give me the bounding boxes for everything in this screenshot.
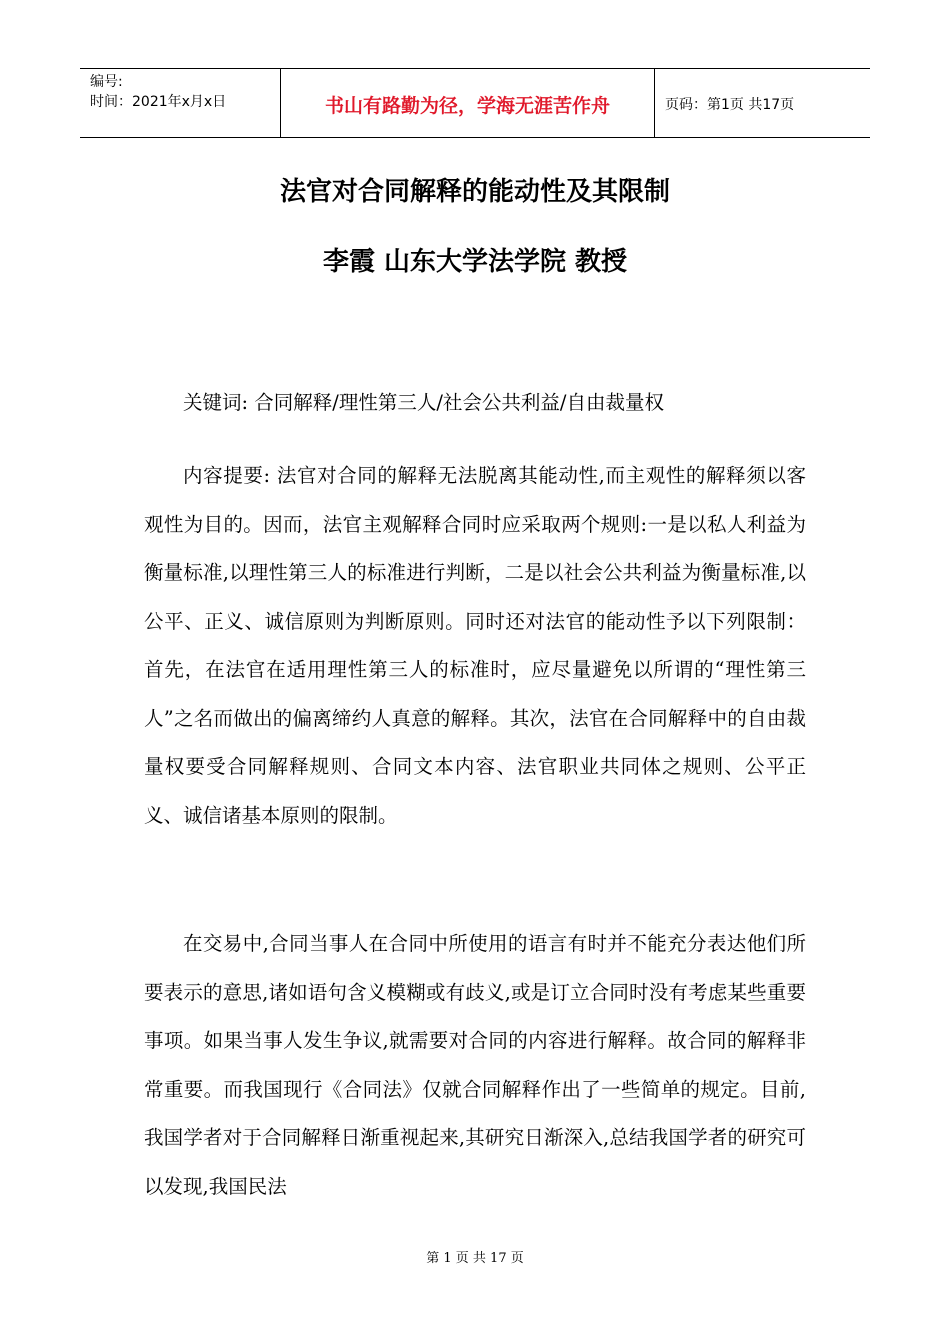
document-time-label: 时间：2021年x月x日 — [90, 94, 227, 110]
header-page-info: 页码：第1页 共17页 — [665, 97, 795, 113]
page-header — [80, 68, 870, 138]
header-meta — [90, 72, 226, 112]
body-section — [144, 920, 806, 1211]
body-paragraph: 在交易中,合同当事人在合同中所使用的语言有时并不能充分表达他们所要表示的意思,诸如语句含义模糊或有歧义,或是订立合同时没有考虑某些重要事项。如果当事人发生争议,就需要对合同的内容进行解释。故合同的解释非常重要。而我国现行《合同法》仅就合同解释作出了一些简单的规定。目前,我国学者对于合同解释日渐重视起来,其研究日渐深入,总结我国学者的研究可以发现,我国民法 — [144, 932, 806, 1198]
keywords-paragraph: 关键词: 合同解释/理性第三人/社会公共利益/自由裁量权 — [183, 391, 664, 414]
abstract-paragraph: 内容提要: 法官对合同的解释无法脱离其能动性,而主观性的解释须以客观性为目的。因而，法官主观解释合同时应采取两个规则:一是以私人利益为衡量标准,以理性第三人的标准进行判断，二是以社会公共利益为衡量标准,以公平、正义、诚信原则为判断原则。同时还对法官的能动性予以下列限制：首先，在法官在适用理性第三人的标准时，应尽量避免以所谓的“理性第三人”之名而做出的偏离缔约人真意的解释。其次，法官在合同解释中的自由裁量权要受合同解释规则、合同文本内容、法官职业共同体之规则、公平正义、诚信诸基本原则的限制。 — [144, 464, 806, 827]
page-footer: 第 1 页 共 17 页 — [426, 1251, 524, 1266]
header-motto: 书山有路勤为径，学海无涯苦作舟 — [324, 95, 610, 117]
author-line: 李霞 山东大学法学院 教授 — [322, 247, 628, 277]
document-title: 法官对合同解释的能动性及其限制 — [279, 177, 670, 207]
header-divider — [654, 69, 655, 137]
document-number-label: 编号: — [90, 74, 123, 90]
keywords-section — [144, 379, 806, 428]
abstract-section — [144, 452, 806, 840]
